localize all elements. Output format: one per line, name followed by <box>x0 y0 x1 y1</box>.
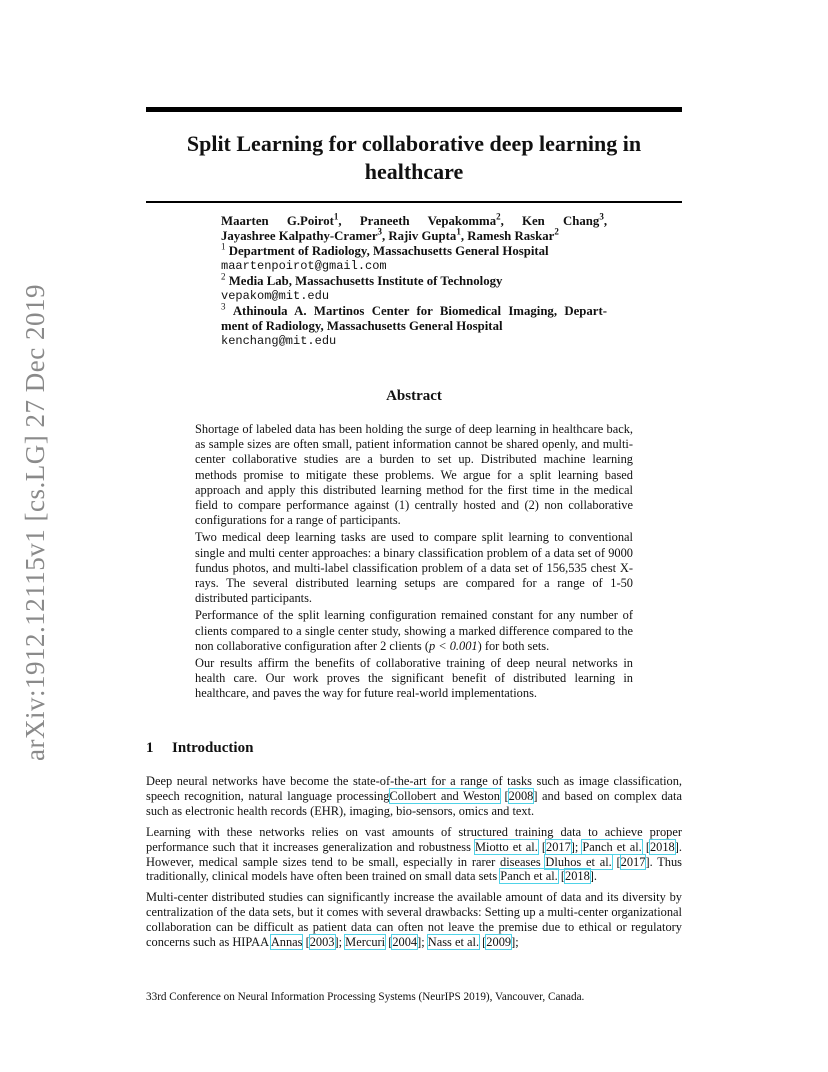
citation-year-link[interactable]: 2018 <box>565 869 590 884</box>
citation-link[interactable]: Collobert and Weston <box>389 788 500 803</box>
title-top-rule <box>146 107 682 112</box>
author-name: Chang$^3$, <box>563 211 608 228</box>
citation-link[interactable]: Annas <box>270 935 303 950</box>
abstract-paragraph: Shortage of labeled data has been holding the surge of deep learning in healthcare back, as sample sizes are often small, patient information cannot be shared openly, and multi-center collaborative studies are a burden to set up. Distributed machine learning methods promise to mitigate these problems. We argue for a split learning based approach and apply this distributed learning method for the first time in the medical field to compare performance against (1) centrally hosted and (2) non collaborative configurations for a range of participants. <box>195 422 633 528</box>
section-heading-introduction: 1 Introduction <box>146 740 254 756</box>
author-name: G.Poirot$^1$, <box>286 211 342 228</box>
conference-footnote: 33rd Conference on Neural Information Processing Systems (NeurIPS 2019), Vancouver, Canada. <box>146 991 585 1003</box>
citation-link[interactable]: Miotto et al. <box>474 839 538 854</box>
email-3: kenchang@mit.edu <box>221 334 337 348</box>
body-paragraph: Learning with these networks relies on vast amounts of structured training data to achieve proper performance such that it increases generalization and robustness Miotto et al. [2017]; Panch et al. [2018]. However, medical sample sizes tend to be small, especially in rarer diseases Dluhos et al. [2017]. Thus traditionally, clinical models have often been trained on small data sets Panch et al. [2018]. <box>146 824 682 884</box>
author-name: Ken <box>522 214 545 228</box>
title-bottom-rule <box>146 201 682 203</box>
abstract-heading: Abstract <box>386 388 442 404</box>
arxiv-identifier <box>20 285 50 760</box>
citation-year-link[interactable]: 2017 <box>546 839 571 854</box>
citation-year-link[interactable]: 2017 <box>620 854 646 869</box>
author-name: Vepakomma$^2$, <box>427 211 504 228</box>
citation-year-link[interactable]: 2008 <box>508 788 534 803</box>
author-line-1 <box>221 211 608 229</box>
arxiv-id-text: arXiv:1912.12115v1 [cs.LG] 27 Dec 2019 <box>19 284 50 761</box>
paper-title: Split Learning for collaborative deep learning in healthcare <box>186 131 642 184</box>
affiliation-2: $^2$ Media Lab, Massachusetts Institute of Technology <box>221 271 503 288</box>
citation-year-link[interactable]: 2009 <box>486 935 512 950</box>
author-name: Rajiv Gupta <box>388 229 457 243</box>
author-block <box>221 211 608 349</box>
abstract-paragraph: Our results affirm the benefits of collaborative training of deep neural networks in health care. Our work proves the significant benefit of distributed learning in healthcare, and paves the way for future real-world implementations. <box>195 656 633 701</box>
author-name: Ramesh Raskar <box>467 229 555 243</box>
affiliation-3: $^3$ Athinoula A. Martinos Center for Biomedical Imaging, Depart- <box>221 301 607 318</box>
citation-link[interactable]: Dluhos et al. <box>545 854 612 869</box>
body-paragraph: Deep neural networks have become the state-of-the-art for a range of tasks such as image classification, speech recognition, natural language processingCollobert and Weston [2008] and based on complex data such as electronic health records (EHR), imaging, bio-sensors, omics and text. <box>146 774 682 818</box>
abstract-paragraph: Performance of the split learning configuration remained constant for any number of clients compared to a single center study, showing a marked difference compared to the non collaborative configuration after 2 clients (p < 0.001) for both sets. <box>195 608 633 653</box>
citation-year-link[interactable]: 2018 <box>649 839 675 854</box>
author-name: Maarten <box>221 214 269 228</box>
citation-link[interactable]: Nass et al. <box>427 935 480 950</box>
author-name: Jayashree Kalpathy-Cramer <box>221 229 378 243</box>
citation-year-link[interactable]: 2004 <box>392 935 418 950</box>
affiliation-1: $^1$ Department of Radiology, Massachusetts General Hospital <box>221 241 549 258</box>
email-1: maartenpoirot@gmail.com <box>221 259 387 273</box>
body-paragraph: Multi-center distributed studies can significantly increase the available amount of data and its diversity by centralization of the data sets, but it comes with several drawbacks: Setting up a multi-center organizational collaboration can be difficult as patient data can often not leave the premise due to ethical or regulatory concerns such as HIPAA Annas [2003]; Mercuri [2004]; Nass et al. [2009]; <box>146 890 682 950</box>
abstract-body <box>195 422 633 704</box>
introduction-body <box>146 774 682 956</box>
citation-link[interactable]: Panch et al. <box>582 839 642 854</box>
p-value: p < 0.001 <box>428 638 478 653</box>
citation-link[interactable]: Mercuri <box>345 935 386 950</box>
author-line-2: Jayashree Kalpathy-Cramer$^3$, Rajiv Gupta$^1$, Ramesh Raskar$^2$ <box>221 226 559 243</box>
citation-year-link[interactable]: 2003 <box>309 935 335 950</box>
abstract-paragraph: Two medical deep learning tasks are used to compare split learning to conventional single and multi center approaches: a binary classification problem of a data set of 9000 fundus photos, and multi-label classification problem of a data set of 156,535 chest X-rays. The several distributed learning setups are compared for a range of 1-50 distributed participants. <box>195 530 633 606</box>
citation-link[interactable]: Panch et al. <box>500 869 558 884</box>
email-2: vepakom@mit.edu <box>221 289 330 303</box>
affiliation-3-cont: ment of Radiology, Massachusetts General Hospital <box>221 319 503 333</box>
author-name: Praneeth <box>359 214 410 228</box>
